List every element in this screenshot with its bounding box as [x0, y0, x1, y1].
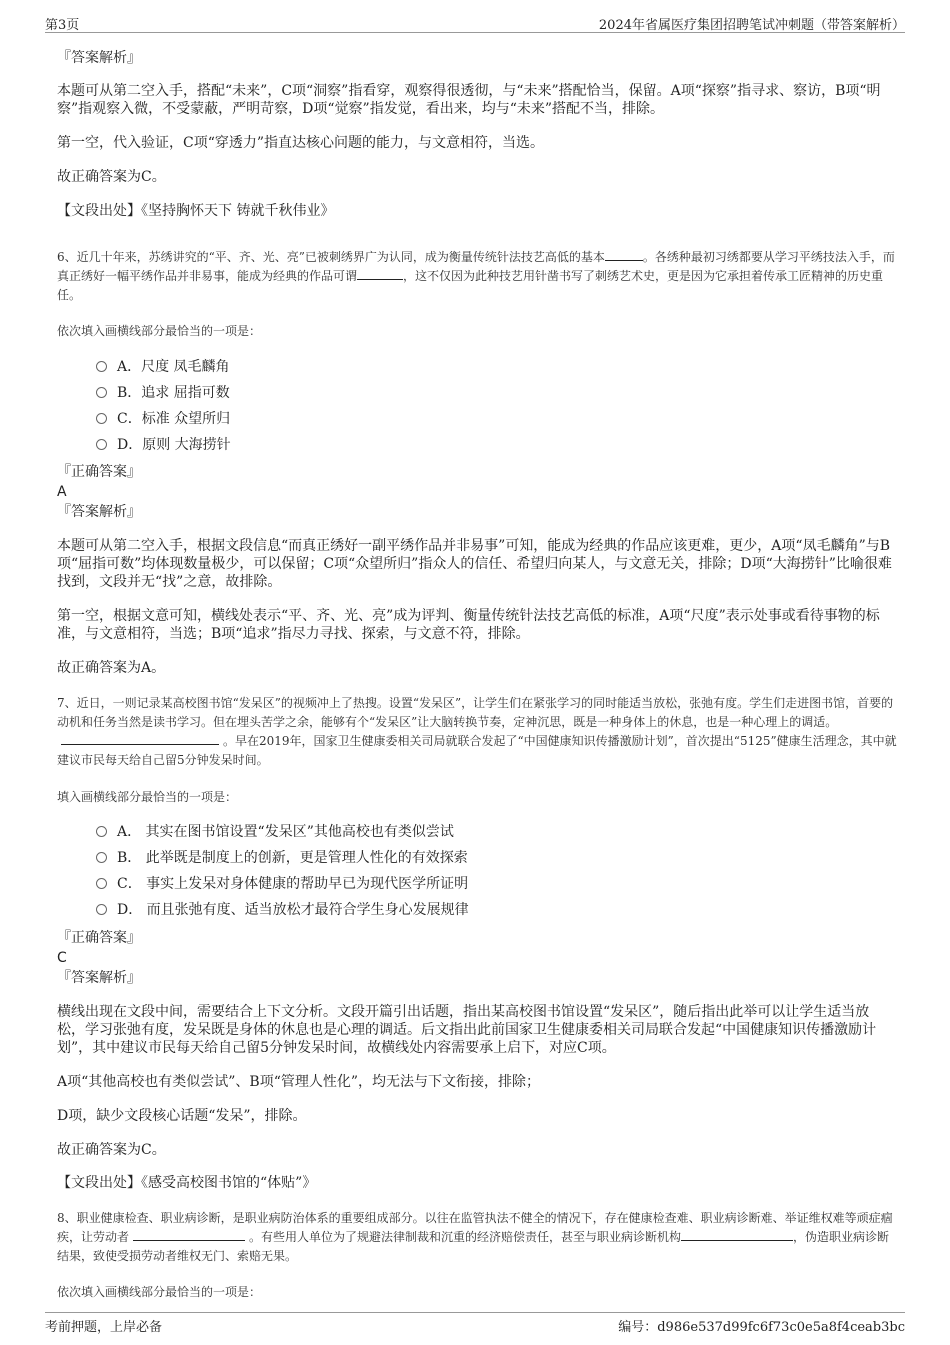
option-label: B． 此举既是制度上的创新，更是管理人性化的有效探索 [117, 850, 468, 866]
question-instruction: 依次填入画横线部分最恰当的一项是： [57, 324, 262, 338]
stem-text: 7、近日，一则记录某高校图书馆“发呆区”的视频冲上了热搜。设置“发呆区”，让学生们在紧张学习的同时能适当放松，张弛有度。学生们走进图书馆，首要的动机和任务当然是读书学习。但在埋头苦学之余，能够有个“发呆区”让大脑转换节奏，定神沉思，既是一种身体上的休息，也是一种心理上的调适。 [57, 696, 894, 729]
analysis-paragraph: 本题可从第二空入手，根据文段信息“而真正绣好一副平绣作品并非易事”可知，能成为经典的作品应该更难，更少，A项“凤毛麟角”与B项“屈指可数”均体现数量极少，可以保留；C项“众望所归”指众人的信任、希望归向某人，与文意无关，排除；D项“大海捞针”比喻很难找到，文段并无“找”之意，故排除。 [57, 538, 892, 590]
option-label: C．标准 众望所归 [117, 411, 231, 427]
question-instruction: 依次填入画横线部分最恰当的一项是： [57, 1285, 262, 1299]
analysis-paragraph: 本题可从第二空入手，搭配“未来”，C项“洞察”指看穿，观察得很透彻，与“未来”搭配恰当，保留。A项“探察”指寻求、察访，B项“明察”指观察入微，不受蒙蔽，严明苛察，D项“觉察”指发觉，看出来，均与“未来”搭配不当，排除。 [57, 83, 881, 117]
document-title: 2024年省属医疗集团招聘笔试冲刺题（带答案解析） [598, 18, 905, 33]
answer-value: A [57, 484, 67, 500]
analysis-paragraph: A项“其他高校也有类似尝试”、B项“管理人性化”，均无法与下文衔接，排除； [57, 1074, 541, 1090]
option-d[interactable] [96, 435, 231, 455]
stem-text: 6、近几十年来，苏绣讲究的“平、齐、光、亮”已被刺绣界广为认同，成为衡量传统针法技艺高低的基本 [57, 250, 605, 264]
page-footer [45, 1312, 905, 1343]
radio-icon[interactable] [96, 878, 107, 889]
answer-statement: 故正确答案为A。 [57, 660, 166, 676]
stem-text: 。各绣种最初习绣都要从学习平绣技法入手，而真正绣好一幅平绣作品并非易事，能成为经典的作品可谓 [57, 250, 895, 283]
answer-statement: 故正确答案为C。 [57, 1142, 166, 1158]
option-a[interactable] [96, 822, 454, 842]
answer-tag: 『正确答案』 [57, 930, 141, 946]
analysis-paragraph: D项，缺少文段核心话题“发呆”，排除。 [57, 1108, 307, 1124]
stem-text: ，伪造职业病诊断结果，致使受损劳动者维权无门、索赔无果。 [57, 1230, 890, 1263]
analysis-tag: 『答案解析』 [57, 970, 141, 986]
analysis-tag: 『答案解析』 [57, 504, 141, 520]
blank-line [357, 267, 403, 280]
question-stem [57, 248, 897, 305]
option-d[interactable] [96, 900, 469, 920]
option-c[interactable] [96, 874, 468, 894]
option-label: B．追求 屈指可数 [117, 385, 230, 401]
source-citation: 【文段出处】《感受高校图书馆的“体贴”》 [57, 1175, 317, 1191]
radio-icon[interactable] [96, 904, 107, 915]
source-citation: 【文段出处】《坚持胸怀天下 铸就千秋伟业》 [57, 203, 335, 219]
footer-slogan: 考前押题，上岸必备 [45, 1320, 163, 1335]
analysis-paragraph: 第一空，根据文意可知，横线处表示“平、齐、光、亮”成为评判、衡量传统针法技艺高低的标准，A项“尺度”表示处事或看待事物的标准，与文意相符，当选；B项“追求”指尽力寻找、探索，与文意不符，排除。 [57, 608, 880, 642]
option-label: D．原则 大海捞针 [117, 437, 231, 453]
stem-text: 。有些用人单位为了规避法律制裁和沉重的经济赔偿责任，甚至与职业病诊断机构 [249, 1230, 682, 1244]
option-label: C． 事实上发呆对身体健康的帮助早已为现代医学所证明 [117, 876, 469, 892]
question-instruction: 填入画横线部分最恰当的一项是： [57, 790, 238, 804]
option-label: D． 而且张弛有度、适当放松才最符合学生身心发展规律 [117, 902, 469, 918]
radio-icon[interactable] [96, 387, 107, 398]
analysis-paragraph: 第一空，代入验证，C项“穿透力”指直达核心问题的能力，与文意相符，当选。 [57, 135, 545, 151]
analysis-paragraph: 横线出现在文段中间，需要结合上下文分析。文段开篇引出话题，指出某高校图书馆设置“发呆区”，随后指出此举可以让学生适当放松，学习张弛有度，发呆既是身体的休息也是心理的调适。后文指出此前国家卫生健康委相关司局联合发起“中国健康知识传播激励计划”，其中建议市民每天给自己留5分钟发呆时间，故横线处内容需要承上启下，对应C项。 [57, 1004, 877, 1056]
radio-icon[interactable] [96, 361, 107, 372]
blank-line [133, 1228, 245, 1241]
option-c[interactable] [96, 409, 230, 429]
analysis-tag: 『答案解析』 [57, 50, 141, 66]
answer-value: C [57, 950, 67, 966]
document-id: 编号：d986e537d99fc6f73c0e5a8f4ceab3bc [618, 1320, 905, 1335]
question-stem [57, 694, 897, 770]
answer-tag: 『正确答案』 [57, 464, 141, 480]
stem-text: 。早在2019年，国家卫生健康委相关司局就联合发起了“中国健康知识传播激励计划”，首次提出“5125”健康生活理念，其中就建议市民每天给自己留5分钟发呆时间。 [57, 734, 897, 767]
option-a[interactable] [96, 357, 230, 377]
radio-icon[interactable] [96, 852, 107, 863]
radio-icon[interactable] [96, 439, 107, 450]
blank-line [681, 1228, 793, 1241]
option-label: A．尺度 凤毛麟角 [117, 359, 230, 375]
option-label: A． 其实在图书馆设置“发呆区”其他高校也有类似尝试 [117, 824, 454, 840]
page-header [45, 0, 905, 33]
radio-icon[interactable] [96, 413, 107, 424]
stem-text: 8、职业健康检查、职业病诊断，是职业病防治体系的重要组成部分。以往在监管执法不健全的情况下，存在健康检查难、职业病诊断难、举证维权难等顽症痼疾，让劳动者 [57, 1211, 893, 1244]
blank-line [61, 732, 219, 745]
blank-line [605, 248, 643, 261]
answer-statement: 故正确答案为C。 [57, 169, 166, 185]
option-b[interactable] [96, 848, 468, 868]
option-b[interactable] [96, 383, 230, 403]
radio-icon[interactable] [96, 826, 107, 837]
question-stem [57, 1209, 897, 1266]
stem-text: ，这不仅因为此种技艺用针凿书写了刺绣艺术史，更是因为它承担着传承工匠精神的历史重任。 [57, 269, 884, 302]
page-number: 第3页 [45, 18, 80, 33]
